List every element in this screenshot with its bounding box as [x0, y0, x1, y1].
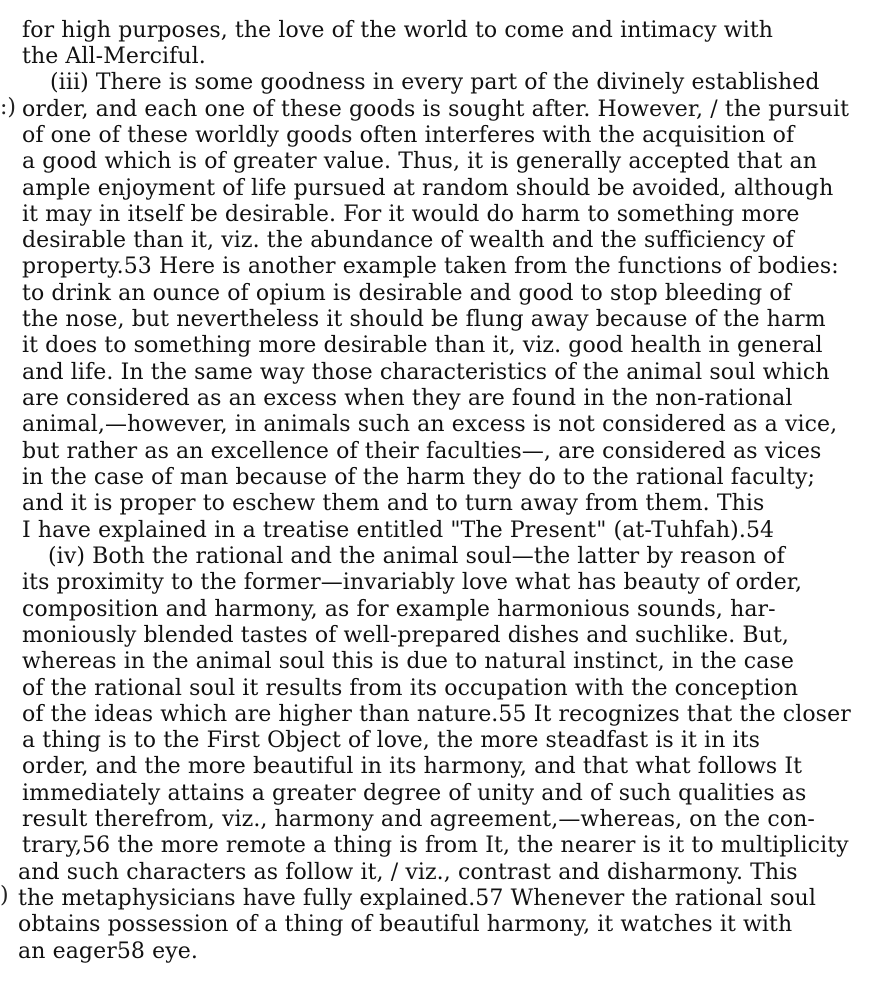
text-line: animal,—however, in animals such an excess is not considered as a vice,: [22, 412, 838, 437]
text-line: the nose, but nevertheless it should be flung away because of the harm: [22, 307, 826, 332]
text-line: and life. In the same way those characteristics of the animal soul which: [22, 360, 830, 385]
paragraph-iv-start: (iv) Both the rational and the animal soul—the latter by reason of: [48, 544, 785, 569]
text-line: of the rational soul it results from its occupation with the conception: [22, 676, 799, 701]
text-line: result therefrom, viz., harmony and agreement,—whereas, on the con-: [22, 807, 815, 832]
text-line: immediately attains a greater degree of unity and of such qualities as: [22, 781, 807, 806]
text-line: in the case of man because of the harm they do to the rational faculty;: [22, 465, 816, 490]
text-line: order, and the more beautiful in its harmony, and that what follows It: [22, 754, 803, 779]
text-line: ample enjoyment of life pursued at random should be avoided, although: [22, 176, 834, 201]
text-line: an eager58 eye.: [18, 939, 198, 964]
text-line: are considered as an excess when they are found in the non-rational: [22, 386, 793, 411]
text-line: for high purposes, the love of the world to come and intimacy with: [22, 18, 774, 43]
text-line: whereas in the animal soul this is due to natural instinct, in the case: [22, 649, 794, 674]
margin-mark-bottom: ): [0, 883, 9, 908]
text-line: moniously blended tastes of well-prepared dishes and suchlike. But,: [22, 623, 789, 648]
text-line: desirable than it, viz. the abundance of wealth and the sufficiency of: [22, 228, 794, 253]
text-line: composition and harmony, as for example harmonious sounds, har-: [22, 597, 776, 622]
text-line: the metaphysicians have fully explained.57 Whenever the rational soul: [18, 886, 816, 911]
text-line: property.53 Here is another example taken from the functions of bodies:: [22, 254, 839, 279]
text-line: and such characters as follow it, / viz., contrast and disharmony. This: [18, 860, 798, 885]
text-line: a good which is of greater value. Thus, it is generally accepted that an: [22, 149, 817, 174]
text-line: of the ideas which are higher than nature.55 It recognizes that the closer: [22, 702, 851, 727]
text-line: its proximity to the former—invariably love what has beauty of order,: [22, 570, 803, 595]
text-line: it does to something more desirable than it, viz. good health in general: [22, 333, 823, 358]
text-line: I have explained in a treatise entitled "The Present" (at-Tuhfah).54: [22, 518, 775, 543]
text-line: and it is proper to eschew them and to turn away from them. This: [22, 491, 765, 516]
text-line: it may in itself be desirable. For it would do harm to something more: [22, 202, 800, 227]
text-line: obtains possession of a thing of beautiful harmony, it watches it with: [18, 912, 793, 937]
text-line: but rather as an excellence of their faculties—, are considered as vices: [22, 439, 822, 464]
text-line: to drink an ounce of opium is desirable and good to stop bleeding of: [22, 281, 791, 306]
text-line: trary,56 the more remote a thing is from It, the nearer is it to multiplicity: [22, 833, 849, 858]
paragraph-iii-start: (iii) There is some goodness in every part of the divinely established: [50, 70, 820, 95]
text-line: of one of these worldly goods often interferes with the acquisition of: [22, 123, 795, 148]
text-line: the All-Merciful.: [22, 44, 206, 69]
text-line: a thing is to the First Object of love, the more steadfast is it in its: [22, 728, 761, 753]
margin-mark-top: :): [0, 95, 16, 120]
text-line: order, and each one of these goods is sought after. However, / the pursuit: [22, 97, 850, 122]
